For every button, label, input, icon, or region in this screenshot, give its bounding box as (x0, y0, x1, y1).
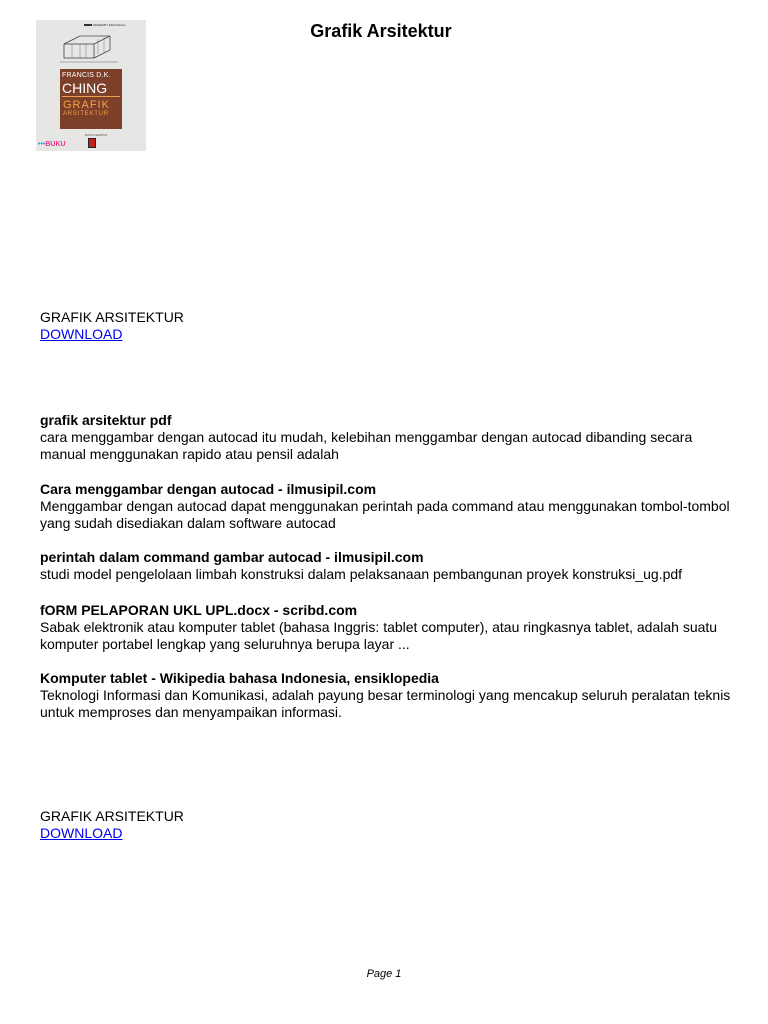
bottom-section-label: GRAFIK ARSITEKTUR (40, 808, 184, 824)
result-text: Teknologi Informasi dan Komunikasi, adalah payung besar terminologi yang mencakup seluruh peralatan teknis untuk memproses dan menyampaikan informasi. (40, 687, 731, 720)
result-item (40, 670, 740, 721)
cover-architecture-sketch (58, 30, 124, 68)
cover-publisher-logo (38, 141, 66, 148)
top-download-section (40, 309, 740, 343)
result-item (40, 481, 740, 532)
top-section-label: GRAFIK ARSITEKTUR (40, 309, 184, 325)
result-heading: fORM PELAPORAN UKL UPL.docx - scribd.com (40, 602, 358, 618)
bottom-download-section (40, 808, 740, 842)
result-item (40, 602, 740, 653)
bottom-download-link[interactable]: DOWNLOAD (40, 825, 123, 841)
cover-divider (62, 96, 120, 97)
result-heading: perintah dalam command gambar autocad - ilmusipil.com (40, 549, 424, 565)
result-text: Menggambar dengan autocad dapat menggunakan perintah pada command atau menggunakan tombol-tombol yang sudah disediakan dalam software autocad (40, 498, 730, 531)
result-text: studi model pengelolaan limbah konstruksi dalam pelaksanaan pembangunan proyek konstruksi_ug.pdf (40, 566, 683, 582)
result-item (40, 549, 740, 583)
cover-logo-text: BUKU (45, 141, 66, 148)
cover-book-subtitle: ARSITEKTUR (63, 111, 110, 117)
cover-logo-dots: ••• (38, 141, 46, 148)
top-download-link[interactable]: DOWNLOAD (40, 326, 123, 342)
result-text: cara menggambar dengan autocad itu mudah, kelebihan menggambar dengan autocad dibanding secara manual menggunakan rapido atau pensil adalah (40, 429, 693, 462)
cover-author-first: FRANCIS D.K. (62, 72, 111, 79)
cover-publisher-mark-icon (88, 138, 96, 148)
result-heading: grafik arsitektur pdf (40, 412, 172, 428)
result-item (40, 412, 740, 463)
cover-edition: EDISI KEEMPAT (85, 133, 108, 137)
result-text: Sabak elektronik atau komputer tablet (bahasa Inggris: tablet computer), atau ringkasnya tablet, adalah suatu komputer portabel lengkap yang seluruhnya berupa layar ... (40, 619, 718, 652)
result-heading: Komputer tablet - Wikipedia bahasa Indonesia, ensiklopedia (40, 670, 439, 686)
result-heading: Cara menggambar dengan autocad - ilmusipil.com (40, 481, 377, 497)
page-title: Grafik Arsitektur (310, 21, 452, 41)
cover-book-title: GRAFIK (63, 99, 110, 111)
cover-publisher-top: PENERBIT ERLANGGA (84, 23, 125, 27)
page-number: Page 1 (366, 968, 402, 980)
book-cover-image (36, 20, 146, 151)
cover-author-last: CHING (62, 80, 108, 96)
